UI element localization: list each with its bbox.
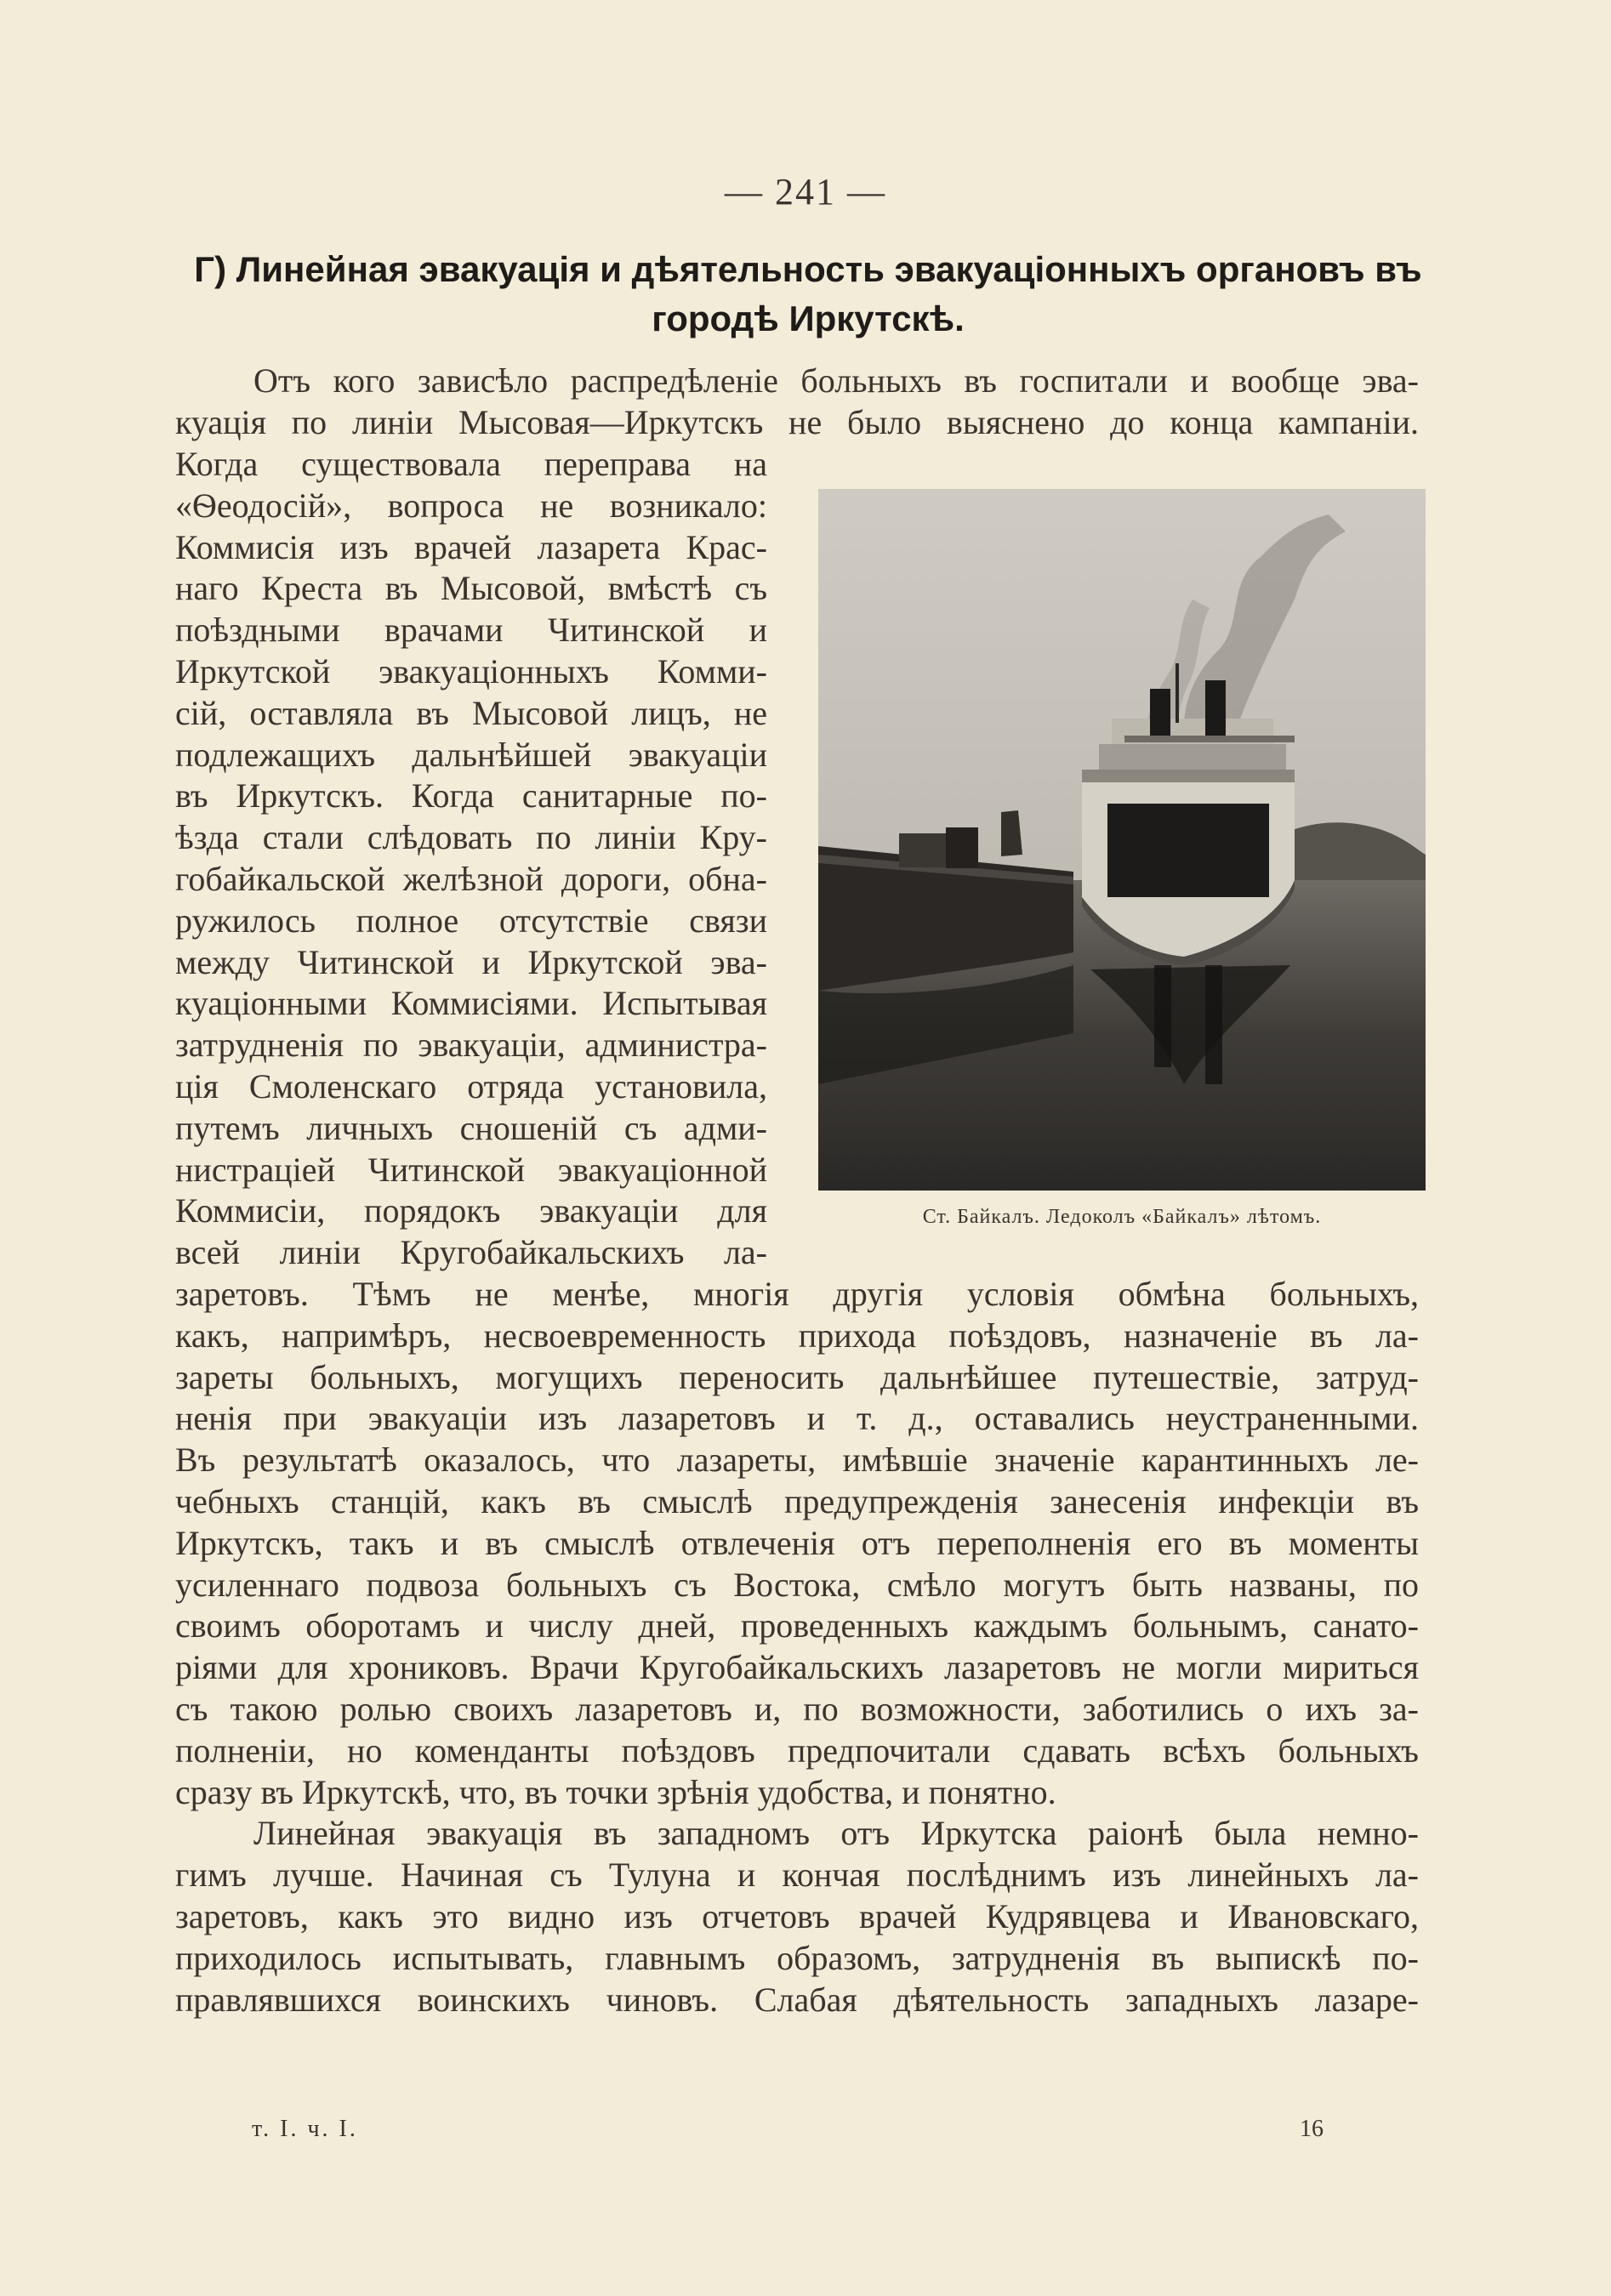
text-line: сій, оставляла въ Мысовой лицъ, не [175, 693, 767, 732]
footer-volume: т. I. ч. I. [252, 2116, 358, 2142]
text-line: путемъ личныхъ сношеній съ адми- [175, 1108, 767, 1147]
text-line: какъ, напримѣръ, несвоевременность прихода поѣздовъ, назначеніе въ ла- [175, 1316, 1419, 1355]
text-line: поѣздными врачами Читинской и [175, 611, 767, 650]
text-line: куація по линіи Мысовая—Иркутскъ не было выяснено до конца кампаніи. [175, 402, 1419, 441]
continued-paragraphs [175, 1274, 1419, 2020]
text-line: сразу въ Иркутскѣ, что, въ точки зрѣнія удобства, и понятно. [175, 1772, 1056, 1811]
section-heading-line: городѣ Иркутскѣ. [652, 298, 965, 338]
text-line: Линейная эвакуація въ западномъ отъ Иркутска раіонѣ была немно- [253, 1814, 1419, 1853]
text-line: Коммисія изъ врачей лазарета Крас- [175, 527, 767, 566]
text-line: ріями для хрониковъ. Врачи Кругобайкальскихъ лазаретовъ не могли мириться [175, 1648, 1419, 1687]
text-line: Иркутскъ, такъ и въ смыслѣ отвлеченія отъ переполненія его въ моменты [175, 1523, 1419, 1562]
text-line: ненія при эвакуаціи изъ лазаретовъ и т. д., оставались неустраненными. [175, 1399, 1419, 1438]
text-line: всей линіи Кругобайкальскихъ ла- [175, 1233, 767, 1272]
text-line: ѣзда стали слѣдовать по линіи Кру- [175, 818, 767, 857]
text-line: съ такою ролью своихъ лазаретовъ и, по возможности, заботились о ихъ за- [175, 1689, 1419, 1728]
text-line: гобайкальской желѣзной дороги, обна- [175, 859, 767, 898]
text-line: Иркутской эвакуаціонныхъ Комми- [175, 651, 767, 691]
text-line: заретовъ. Тѣмъ не менѣе, многія другія условія обмѣна больныхъ, [175, 1275, 1419, 1313]
text-line: зареты больныхъ, могущихъ переносить дальнѣйшее путешествіе, затруд- [175, 1357, 1419, 1396]
wrapped-paragraph [175, 444, 767, 1274]
text-line: чебныхъ станцій, какъ въ смыслѣ предупрежденія занесенія инфекціи въ [175, 1481, 1419, 1520]
text-line: ція Смоленскаго отряда установила, [175, 1066, 767, 1105]
text-line: правлявшихся воинскихъ чиновъ. Слабая дѣятельность западныхъ лазаре- [175, 1980, 1419, 2019]
section-heading [170, 245, 1446, 344]
photo-caption: Ст. Байкалъ. Ледоколъ «Байкалъ» лѣтомъ. [922, 1206, 1322, 1228]
text-line: заретовъ, какъ это видно изъ отчетовъ врачей Кудрявцева и Ивановскаго, [175, 1896, 1419, 1935]
text-line: Отъ кого зависѣло распредѣленіе больныхъ въ госпитали и вообще эва- [253, 361, 1419, 400]
icebreaker-photo [818, 489, 1426, 1191]
text-line: гимъ лучше. Начиная съ Тулуна и кончая послѣднимъ изъ линейныхъ ла- [175, 1856, 1419, 1895]
text-line: между Читинской и Иркутской эва- [175, 942, 767, 981]
text-line: Въ результатѣ оказалось, что лазареты, имѣвшіе значеніе карантинныхъ ле- [175, 1441, 1419, 1480]
intro-paragraph [175, 361, 1419, 444]
footer-signature: 16 [1300, 2116, 1324, 2142]
text-line: приходилось испытывать, главнымъ образомъ, затрудненія въ выпискѣ по- [175, 1938, 1419, 1977]
page-number: — 241 — [725, 171, 886, 213]
text-line: подлежащихъ дальнѣйшей эвакуаціи [175, 735, 767, 774]
text-line: ружилось полное отсутствіе связи [175, 901, 767, 940]
text-line: наго Креста въ Мысовой, вмѣстѣ съ [175, 569, 767, 608]
photo-figure [818, 489, 1426, 1229]
text-line: усиленнаго подвоза больныхъ съ Востока, смѣло могутъ быть названы, по [175, 1565, 1419, 1604]
text-line: затрудненія по эвакуаціи, администра- [175, 1026, 767, 1065]
text-line: «Ѳеодосій», вопроса не возникало: [175, 486, 767, 525]
text-line: куаціонными Коммисіями. Испытывая [175, 984, 767, 1023]
section-heading-line: Г) Линейная эвакуація и дѣятельность эвакуаціонныхъ органовъ въ [194, 249, 1422, 289]
text-line: въ Иркутскъ. Когда санитарные по- [175, 776, 767, 816]
text-line: нистраціей Читинской эвакуаціонной [175, 1150, 767, 1189]
text-line: Когда существовала переправа на [175, 445, 767, 483]
text-line: своимъ оборотамъ и числу дней, проведенныхъ каждымъ больнымъ, санато- [175, 1606, 1419, 1645]
text-line: Коммисіи, порядокъ эвакуаціи для [175, 1191, 767, 1230]
text-line: полненіи, но коменданты поѣздовъ предпочитали сдавать всѣхъ больныхъ [175, 1731, 1419, 1770]
